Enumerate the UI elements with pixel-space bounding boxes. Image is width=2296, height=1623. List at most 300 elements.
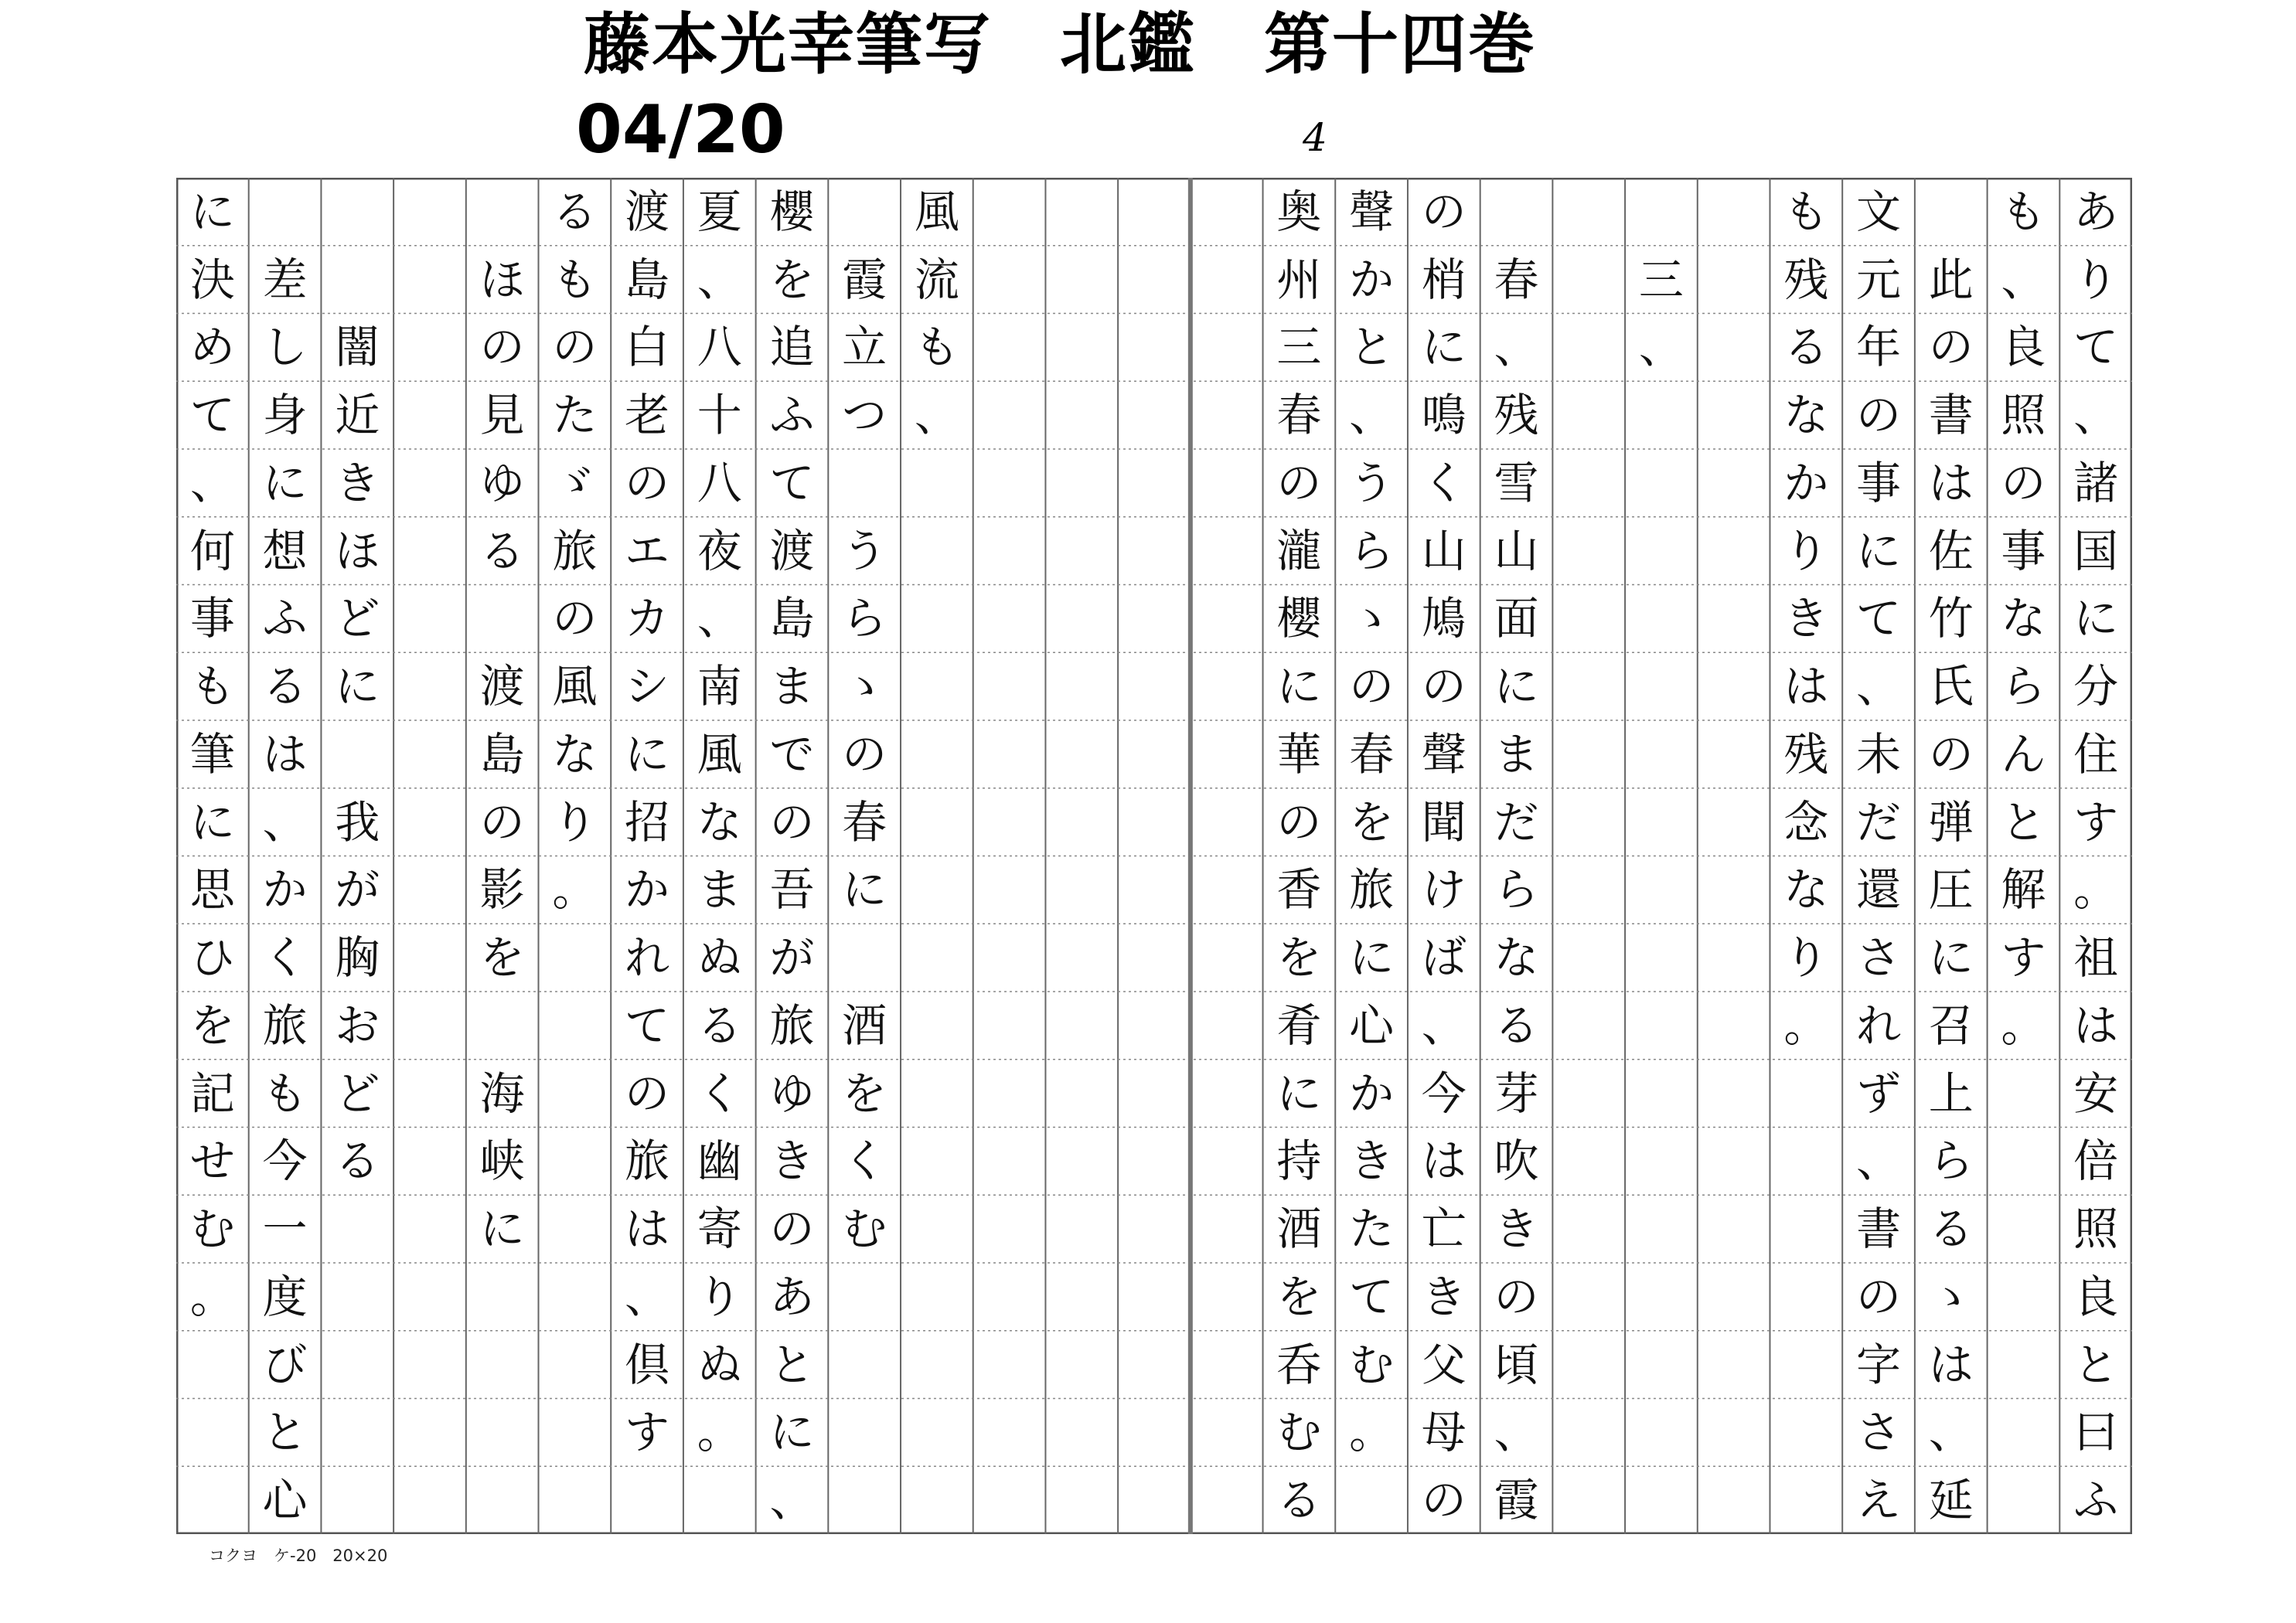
- manuscript-char: [969, 1128, 1050, 1196]
- manuscript-char: り: [697, 1270, 742, 1323]
- manuscript-char: に: [189, 795, 235, 849]
- manuscript-char: の: [1276, 795, 1322, 849]
- manuscript-char: 奥: [1276, 185, 1322, 238]
- manuscript-char: な: [1494, 931, 1539, 985]
- manuscript-char: [1548, 924, 1629, 992]
- manuscript-char: [897, 585, 977, 653]
- manuscript-char: [1766, 1060, 1846, 1128]
- manuscript-column: [462, 178, 543, 1534]
- manuscript-char: と: [769, 1338, 815, 1391]
- manuscript-char: [1621, 1128, 1702, 1196]
- manuscript-char: う: [842, 524, 887, 577]
- manuscript-char: ふ: [262, 592, 308, 645]
- manuscript-char: [390, 1466, 470, 1534]
- manuscript-char: [1041, 856, 1122, 924]
- manuscript-char: [897, 1399, 977, 1467]
- manuscript-char: 筆: [189, 727, 235, 781]
- manuscript-char: む: [842, 1203, 887, 1256]
- manuscript-column: [390, 178, 470, 1534]
- manuscript-char: き: [1783, 592, 1829, 645]
- manuscript-char: [462, 1263, 543, 1331]
- manuscript-char: に: [842, 863, 887, 917]
- manuscript-char: [1548, 517, 1629, 585]
- manuscript-char: 安: [2073, 1067, 2119, 1120]
- manuscript-column: [317, 178, 397, 1534]
- manuscript-char: [1694, 1128, 1774, 1196]
- manuscript-char: に: [1276, 660, 1322, 713]
- manuscript-char: 櫻: [769, 185, 815, 238]
- manuscript-char: 良: [2001, 321, 2046, 374]
- manuscript-char: む: [1276, 1406, 1322, 1459]
- manuscript-char: [1114, 788, 1194, 856]
- manuscript-char: [1548, 585, 1629, 653]
- manuscript-char: [969, 1195, 1050, 1263]
- manuscript-char: す: [2001, 931, 2046, 985]
- manuscript-char: 、: [697, 592, 742, 645]
- manuscript-column: [172, 178, 253, 1534]
- manuscript-char: [1041, 517, 1122, 585]
- manuscript-char: ら: [1928, 1135, 1974, 1188]
- manuscript-char: 白: [625, 321, 670, 374]
- manuscript-char: 祖: [2073, 931, 2119, 985]
- manuscript-char: の: [2001, 456, 2046, 509]
- manuscript-char: 雪: [1494, 456, 1539, 509]
- manuscript-char: ゆ: [769, 1067, 815, 1120]
- manuscript-char: 一: [262, 1203, 308, 1256]
- manuscript-char: ら: [1494, 863, 1539, 917]
- manuscript-char: 聞: [1421, 795, 1467, 849]
- manuscript-char: 聲: [1349, 185, 1395, 238]
- manuscript-char: る: [1928, 1203, 1974, 1256]
- manuscript-char: [1114, 1060, 1194, 1128]
- manuscript-char: [897, 1466, 977, 1534]
- manuscript-char: [969, 449, 1050, 517]
- manuscript-char: [1694, 1399, 1774, 1467]
- manuscript-char: を: [842, 1067, 887, 1120]
- manuscript-char: [1983, 1128, 2063, 1196]
- manuscript-char: 、: [1638, 321, 1684, 374]
- manuscript-char: 三: [1276, 321, 1322, 374]
- manuscript-char: [1694, 585, 1774, 653]
- manuscript-char: 上: [1928, 1067, 1974, 1120]
- manuscript-char: し: [262, 321, 308, 374]
- manuscript-char: 。: [2001, 999, 2046, 1052]
- manuscript-char: [969, 1060, 1050, 1128]
- manuscript-char: 旅: [262, 999, 308, 1052]
- manuscript-char: 頃: [1494, 1338, 1539, 1391]
- manuscript-char: 住: [2073, 727, 2119, 781]
- manuscript-char: [1621, 652, 1702, 720]
- manuscript-char: 鳩: [1421, 592, 1467, 645]
- manuscript-column: [751, 178, 832, 1534]
- manuscript-char: [1187, 924, 1267, 992]
- manuscript-column: [1259, 178, 1339, 1534]
- manuscript-char: [897, 924, 977, 992]
- manuscript-char: 還: [1856, 863, 1902, 917]
- manuscript-column: [1187, 178, 1267, 1534]
- manuscript-char: [462, 1399, 543, 1467]
- manuscript-char: [1621, 178, 1702, 246]
- manuscript-char: 、: [1421, 999, 1467, 1052]
- manuscript-char: [1621, 1466, 1702, 1534]
- manuscript-char: 今: [1421, 1067, 1467, 1120]
- manuscript-char: の: [842, 727, 887, 781]
- manuscript-char: の: [1276, 456, 1322, 509]
- manuscript-char: く: [842, 1135, 887, 1188]
- manuscript-char: [1041, 585, 1122, 653]
- manuscript-char: [1548, 1060, 1629, 1128]
- manuscript-char: [1114, 924, 1194, 992]
- manuscript-char: [1548, 992, 1629, 1060]
- manuscript-char: [390, 1060, 470, 1128]
- manuscript-char: は: [262, 727, 308, 781]
- manuscript-char: [1694, 1466, 1774, 1534]
- manuscript-char: [1041, 178, 1122, 246]
- manuscript-char: [1114, 992, 1194, 1060]
- manuscript-char: の: [1421, 1474, 1467, 1527]
- manuscript-char: 吹: [1494, 1135, 1539, 1188]
- manuscript-char: [390, 314, 470, 382]
- manuscript-char: [534, 992, 615, 1060]
- manuscript-char: 島: [625, 253, 670, 306]
- manuscript-char: [1694, 1331, 1774, 1399]
- manuscript-char: [1041, 1263, 1122, 1331]
- manuscript-char: 春: [1276, 389, 1322, 442]
- manuscript-char: だ: [1856, 795, 1902, 849]
- manuscript-char: [1694, 381, 1774, 449]
- manuscript-char: [680, 1466, 760, 1534]
- manuscript-char: 未: [1856, 727, 1902, 781]
- manuscript-char: [317, 246, 397, 314]
- manuscript-char: む: [1349, 1338, 1395, 1391]
- manuscript-char: 。: [1783, 999, 1829, 1052]
- manuscript-char: [1548, 856, 1629, 924]
- manuscript-char: 山: [1421, 524, 1467, 577]
- manuscript-column: [680, 178, 760, 1534]
- manuscript-char: も: [1783, 185, 1829, 238]
- manuscript-char: に: [335, 660, 380, 713]
- manuscript-char: る: [479, 524, 525, 577]
- manuscript-char: る: [262, 660, 308, 713]
- manuscript-char: [1548, 788, 1629, 856]
- manuscript-char: 瀧: [1276, 524, 1322, 577]
- manuscript-char: 見: [479, 389, 525, 442]
- manuscript-char: [969, 314, 1050, 382]
- manuscript-char: に: [1856, 524, 1902, 577]
- manuscript-char: 八: [697, 321, 742, 374]
- manuscript-char: ぬ: [697, 931, 742, 985]
- manuscript-char: て: [189, 389, 235, 442]
- manuscript-char: ず: [1856, 1067, 1902, 1120]
- manuscript-char: [245, 178, 325, 246]
- manuscript-char: [969, 652, 1050, 720]
- manuscript-char: [1548, 1128, 1629, 1196]
- manuscript-char: [969, 992, 1050, 1060]
- manuscript-char: [1694, 1263, 1774, 1331]
- manuscript-char: て: [769, 456, 815, 509]
- manuscript-char: 事: [2001, 524, 2046, 577]
- manuscript-char: [1114, 381, 1194, 449]
- manuscript-char: 良: [2073, 1270, 2119, 1323]
- manuscript-char: 亡: [1421, 1203, 1467, 1256]
- manuscript-char: [969, 1399, 1050, 1467]
- manuscript-char: [1114, 1263, 1194, 1331]
- manuscript-char: [462, 992, 543, 1060]
- manuscript-char: シ: [625, 660, 670, 713]
- manuscript-char: 差: [262, 253, 308, 306]
- manuscript-char: て: [2073, 321, 2119, 374]
- manuscript-char: ら: [842, 592, 887, 645]
- manuscript-char: を: [479, 931, 525, 985]
- manuscript-char: 分: [2073, 660, 2119, 713]
- manuscript-char: [1041, 992, 1122, 1060]
- manuscript-char: る: [335, 1135, 380, 1188]
- manuscript-char: [1041, 1128, 1122, 1196]
- manuscript-char: 八: [697, 456, 742, 509]
- manuscript-char: の: [625, 456, 670, 509]
- manuscript-column: [245, 178, 325, 1534]
- manuscript-char: ゝ: [842, 660, 887, 713]
- manuscript-char: な: [697, 795, 742, 849]
- manuscript-char: す: [625, 1406, 670, 1459]
- manuscript-column: [1041, 178, 1122, 1534]
- manuscript-char: 想: [262, 524, 308, 577]
- manuscript-char: [1114, 720, 1194, 788]
- manuscript-char: [1548, 1466, 1629, 1534]
- manuscript-char: 三: [1638, 253, 1684, 306]
- manuscript-char: か: [1349, 253, 1395, 306]
- manuscript-char: [1694, 992, 1774, 1060]
- manuscript-char: [462, 178, 543, 246]
- manuscript-char: 夏: [697, 185, 742, 238]
- manuscript-char: も: [189, 660, 235, 713]
- manuscript-char: [1187, 1331, 1267, 1399]
- manuscript-char: [1187, 1195, 1267, 1263]
- manuscript-char: 風: [697, 727, 742, 781]
- manuscript-char: [897, 788, 977, 856]
- manuscript-char: [534, 1466, 615, 1534]
- manuscript-char: の: [625, 1067, 670, 1120]
- manuscript-char: [390, 788, 470, 856]
- manuscript-char: れ: [1856, 999, 1902, 1052]
- manuscript-char: [390, 178, 470, 246]
- manuscript-char: き: [335, 456, 380, 509]
- manuscript-char: [1041, 788, 1122, 856]
- manuscript-char: の: [1856, 389, 1902, 442]
- manuscript-char: 霞: [842, 253, 887, 306]
- manuscript-char: 。: [189, 1270, 235, 1323]
- manuscript-char: [1041, 924, 1122, 992]
- manuscript-char: 文: [1856, 185, 1902, 238]
- manuscript-char: 思: [189, 863, 235, 917]
- manuscript-char: [1694, 1195, 1774, 1263]
- manuscript-char: [1621, 924, 1702, 992]
- manuscript-char: 、: [697, 253, 742, 306]
- manuscript-char: [1983, 1331, 2063, 1399]
- manuscript-char: [1548, 1399, 1629, 1467]
- manuscript-column: [824, 178, 904, 1534]
- manuscript-char: つ: [842, 389, 887, 442]
- manuscript-char: [1114, 1331, 1194, 1399]
- manuscript-char: [1766, 1128, 1846, 1196]
- manuscript-char: も: [914, 321, 959, 374]
- manuscript-char: の: [1421, 660, 1467, 713]
- manuscript-char: [1621, 517, 1702, 585]
- manuscript-char: [534, 1263, 615, 1331]
- manuscript-char: 事: [1856, 456, 1902, 509]
- manuscript-char: 竹: [1928, 592, 1974, 645]
- manuscript-column: [2056, 178, 2136, 1534]
- manuscript-char: 春: [1349, 727, 1395, 781]
- manuscript-char: 心: [262, 1474, 308, 1527]
- manuscript-char: 曰: [2073, 1406, 2119, 1459]
- manuscript-column: [969, 178, 1050, 1534]
- manuscript-char: な: [1783, 863, 1829, 917]
- manuscript-char: 芽: [1494, 1067, 1539, 1120]
- manuscript-char: な: [1783, 389, 1829, 442]
- manuscript-char: [897, 1331, 977, 1399]
- manuscript-char: 召: [1928, 999, 1974, 1052]
- manuscript-char: [1187, 246, 1267, 314]
- manuscript-char: る: [1783, 321, 1829, 374]
- page-title: 藤本光幸筆写 北鑑 第十四巻: [584, 6, 1536, 83]
- manuscript-char: [390, 720, 470, 788]
- manuscript-char: [1041, 1331, 1122, 1399]
- manuscript-column: [1621, 178, 1702, 1534]
- manuscript-char: 追: [769, 321, 815, 374]
- manuscript-char: ま: [697, 863, 742, 917]
- manuscript-char: ら: [1349, 524, 1395, 577]
- manuscript-char: [1041, 381, 1122, 449]
- manuscript-char: [969, 856, 1050, 924]
- manuscript-char: 。: [552, 863, 598, 917]
- manuscript-char: あ: [2073, 185, 2119, 238]
- manuscript-char: ふ: [2073, 1474, 2119, 1527]
- manuscript-char: [1187, 720, 1267, 788]
- manuscript-char: [1114, 1399, 1194, 1467]
- manuscript-char: [1694, 314, 1774, 382]
- manuscript-char: [1187, 1399, 1267, 1467]
- manuscript-char: [1694, 924, 1774, 992]
- manuscript-char: に: [479, 1203, 525, 1256]
- manuscript-char: 寄: [697, 1203, 742, 1256]
- manuscript-char: の: [479, 795, 525, 849]
- manuscript-char: [824, 1399, 904, 1467]
- manuscript-char: の: [552, 321, 598, 374]
- manuscript-char: 老: [625, 389, 670, 442]
- manuscript-char: 記: [189, 1067, 235, 1120]
- manuscript-char: 風: [914, 185, 959, 238]
- manuscript-char: [969, 788, 1050, 856]
- manuscript-char: て: [1349, 1270, 1395, 1323]
- manuscript-char: だ: [1494, 795, 1539, 849]
- manuscript-char: 解: [2001, 863, 2046, 917]
- manuscript-char: に: [262, 456, 308, 509]
- manuscript-char: [390, 246, 470, 314]
- manuscript-char: [1041, 720, 1122, 788]
- manuscript-char: 事: [189, 592, 235, 645]
- manuscript-char: [1114, 314, 1194, 382]
- manuscript-char: [969, 246, 1050, 314]
- manuscript-char: に: [2073, 592, 2119, 645]
- manuscript-char: [824, 1331, 904, 1399]
- manuscript-char: く: [262, 931, 308, 985]
- manuscript-char: [1548, 720, 1629, 788]
- manuscript-char: 佐: [1928, 524, 1974, 577]
- manuscript-char: り: [552, 795, 598, 849]
- manuscript-char: は: [1783, 660, 1829, 713]
- manuscript-char: 旅: [1349, 863, 1395, 917]
- manuscript-char: 残: [1494, 389, 1539, 442]
- manuscript-char: [534, 1195, 615, 1263]
- manuscript-char: [824, 1263, 904, 1331]
- manuscript-char: [1187, 449, 1267, 517]
- manuscript-char: [969, 1331, 1050, 1399]
- manuscript-char: 、: [914, 389, 959, 442]
- manuscript-char: [1621, 856, 1702, 924]
- handwritten-folio: 4: [1303, 115, 1327, 160]
- manuscript-char: [390, 449, 470, 517]
- manuscript-char: [1621, 788, 1702, 856]
- manuscript-char: お: [335, 999, 380, 1052]
- manuscript-char: 国: [2073, 524, 2119, 577]
- manuscript-char: [1114, 585, 1194, 653]
- manuscript-char: [1041, 449, 1122, 517]
- manuscript-char: 念: [1783, 795, 1829, 849]
- manuscript-char: [1041, 246, 1122, 314]
- manuscript-char: [1694, 788, 1774, 856]
- manuscript-char: を: [1276, 1270, 1322, 1323]
- manuscript-char: 心: [1349, 999, 1395, 1052]
- manuscript-char: [390, 856, 470, 924]
- manuscript-char: [1911, 178, 1991, 246]
- manuscript-char: [897, 517, 977, 585]
- manuscript-char: び: [262, 1338, 308, 1391]
- manuscript-char: 。: [1349, 1406, 1395, 1459]
- manuscript-char: 幽: [697, 1135, 742, 1188]
- manuscript-char: [969, 924, 1050, 992]
- manuscript-char: [1621, 449, 1702, 517]
- manuscript-char: 香: [1276, 863, 1322, 917]
- manuscript-char: [1187, 1128, 1267, 1196]
- manuscript-char: [317, 1466, 397, 1534]
- manuscript-char: [1621, 1399, 1702, 1467]
- manuscript-char: あ: [769, 1270, 815, 1323]
- manuscript-char: [897, 992, 977, 1060]
- paper-label: コクヨ ケ-20 20×20: [209, 1546, 388, 1565]
- manuscript-char: 近: [335, 389, 380, 442]
- manuscript-char: に: [625, 727, 670, 781]
- manuscript-column: [1983, 178, 2063, 1534]
- manuscript-char: [1041, 1399, 1122, 1467]
- manuscript-char: [1548, 381, 1629, 449]
- manuscript-char: [1983, 1060, 2063, 1128]
- manuscript-char: 峡: [479, 1135, 525, 1188]
- manuscript-char: [1694, 246, 1774, 314]
- manuscript-char: [1548, 246, 1629, 314]
- manuscript-char: ど: [335, 592, 380, 645]
- manuscript-char: [1331, 1466, 1412, 1534]
- manuscript-char: 招: [625, 795, 670, 849]
- manuscript-char: の: [1928, 727, 1974, 781]
- manuscript-char: 、: [262, 795, 308, 849]
- manuscript-char: [1766, 1399, 1846, 1467]
- manuscript-char: 。: [697, 1406, 742, 1459]
- manuscript-char: ゆ: [479, 456, 525, 509]
- manuscript-column: [1838, 178, 1919, 1534]
- manuscript-char: [1187, 1466, 1267, 1534]
- manuscript-char: た: [552, 389, 598, 442]
